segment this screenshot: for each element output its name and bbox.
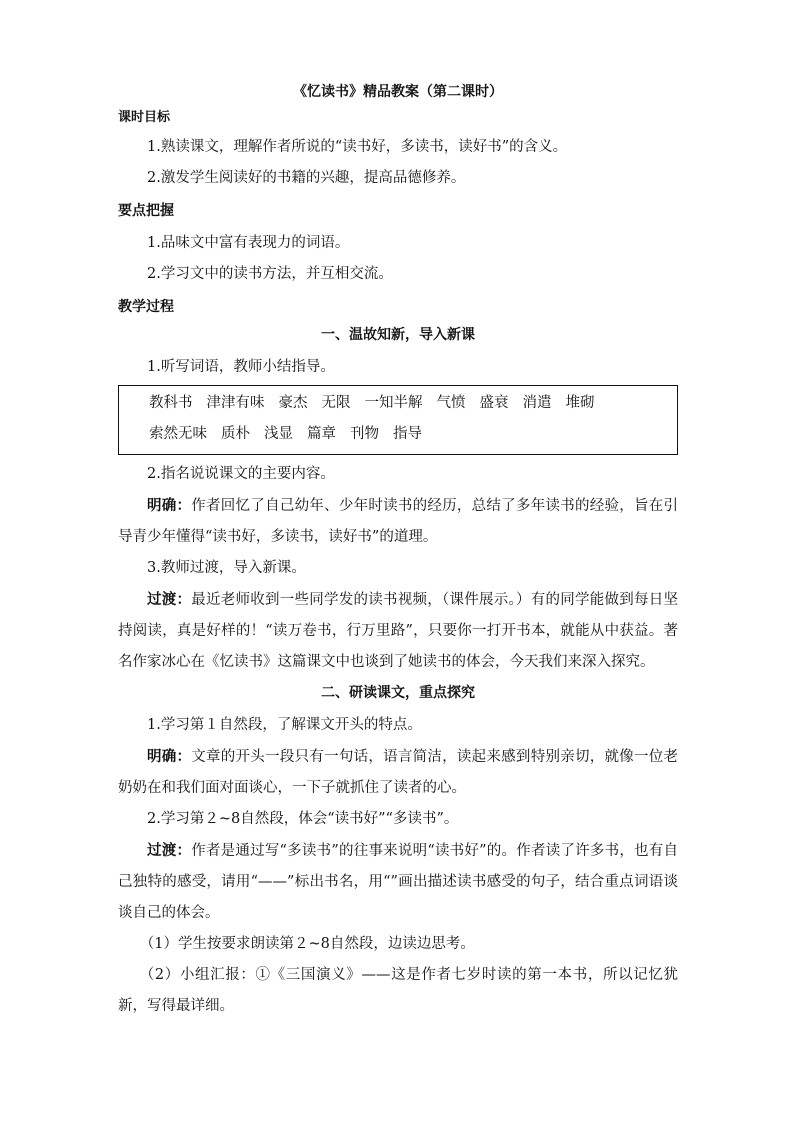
section-1-item-1: 1.听写词语，教师小结指导。: [147, 359, 335, 375]
vocab-word: 一知半解: [364, 395, 423, 411]
transition-label: 过渡：: [147, 591, 192, 608]
section-2-item-2: 2.学习第２~8自然段，体会“读书好”“多读书”。: [147, 811, 459, 827]
goal-item-2: 2.激发学生阅读好的书籍的兴趣，提高品德修养。: [147, 170, 466, 186]
section-2-clarify: [118, 741, 678, 804]
document-page: [118, 82, 678, 1022]
goals-heading: 课时目标: [118, 110, 171, 125]
vocab-word: 无限: [321, 395, 351, 411]
clarify-label: 明确：: [147, 748, 192, 765]
section-2-sub-2: （2）小组汇报：①《三国演义》——这是作者七岁时读的第一本书，所以记忆犹新，写得最详细。: [118, 967, 678, 1014]
transition-label: 过渡：: [147, 842, 192, 859]
transition-text: 作者是通过写“多读书”的往事来说明“读书好”的。作者读了许多书，也有自己独特的感受，请用“——”标出书名，用“”画出描述读书感受的句子，结合重点词语谈谈自己的体会。: [118, 843, 679, 921]
vocabulary-row-2: [149, 419, 667, 450]
vocab-word: 教科书: [149, 395, 193, 411]
document-title: 《忆读书》精品教案（第二课时）: [293, 84, 503, 100]
vocab-word: 豪杰: [278, 395, 308, 411]
section-2-item-1: 1.学习第１自然段，了解课文开头的特点。: [147, 717, 422, 733]
section-2-title: 二、研读课文，重点探究: [321, 685, 475, 701]
transition-text: 最近老师收到一些同学发的读书视频，（课件展示。）有的同学能做到每日坚持阅读，真是好样的！“读万卷书，行万里路”，只要你一打开书本，就能从中获益。著名作家冰心在《忆读书》这篇课文中也谈到了她读书的体会，今天我们来深入探究。: [118, 592, 678, 670]
clarify-text: 作者回忆了自己幼年、少年时读书的经历，总结了多年读书的经验，旨在引导青少年懂得“读书好，多读书，读好书”的道理。: [118, 498, 679, 545]
vocab-word: 津津有味: [206, 395, 265, 411]
vocabulary-box: [118, 385, 678, 455]
vocab-word: 索然无味: [149, 426, 207, 442]
keypoints-heading: 要点把握: [118, 203, 174, 219]
section-1-transition: [118, 584, 678, 678]
goal-item-1: 1.熟读课文，理解作者所说的“读书好，多读书，读好书”的含义。: [147, 139, 568, 155]
vocab-word: 消遣: [522, 395, 552, 411]
section-1-title: 一、温故知新，导入新课: [321, 327, 475, 343]
vocab-word: 刊物: [350, 426, 379, 442]
clarify-text: 文章的开头一段只有一句话，语言简洁，读起来感到特别亲切，就像一位老奶奶在和我们面对面谈心，一下子就抓住了读者的心。: [118, 749, 679, 796]
section-1-clarify: [118, 490, 678, 553]
keypoint-item-1: 1.品味文中富有表现力的词语。: [147, 235, 350, 251]
vocab-word: 指导: [393, 426, 422, 442]
vocab-word: 篇章: [307, 426, 336, 442]
section-2-sub-1: （1）学生按要求朗读第２~8自然段，边读边思考。: [139, 936, 475, 952]
keypoint-item-2: 2.学习文中的读书方法，并互相交流。: [147, 266, 393, 282]
vocab-word: 气愤: [436, 395, 466, 411]
vocab-word: 浅显: [264, 426, 293, 442]
section-1-item-2: 2.指名说说课文的主要内容。: [147, 466, 335, 482]
vocab-word: 盛衰: [479, 395, 509, 411]
clarify-label: 明确：: [147, 497, 192, 514]
vocab-word: 质朴: [221, 426, 250, 442]
vocab-word: 堆砌: [565, 395, 595, 411]
section-1-item-3: 3.教师过渡，导入新课。: [147, 560, 306, 576]
vocabulary-row-1: [149, 388, 667, 419]
section-2-transition: [118, 835, 678, 929]
process-heading: 教学过程: [118, 299, 174, 315]
